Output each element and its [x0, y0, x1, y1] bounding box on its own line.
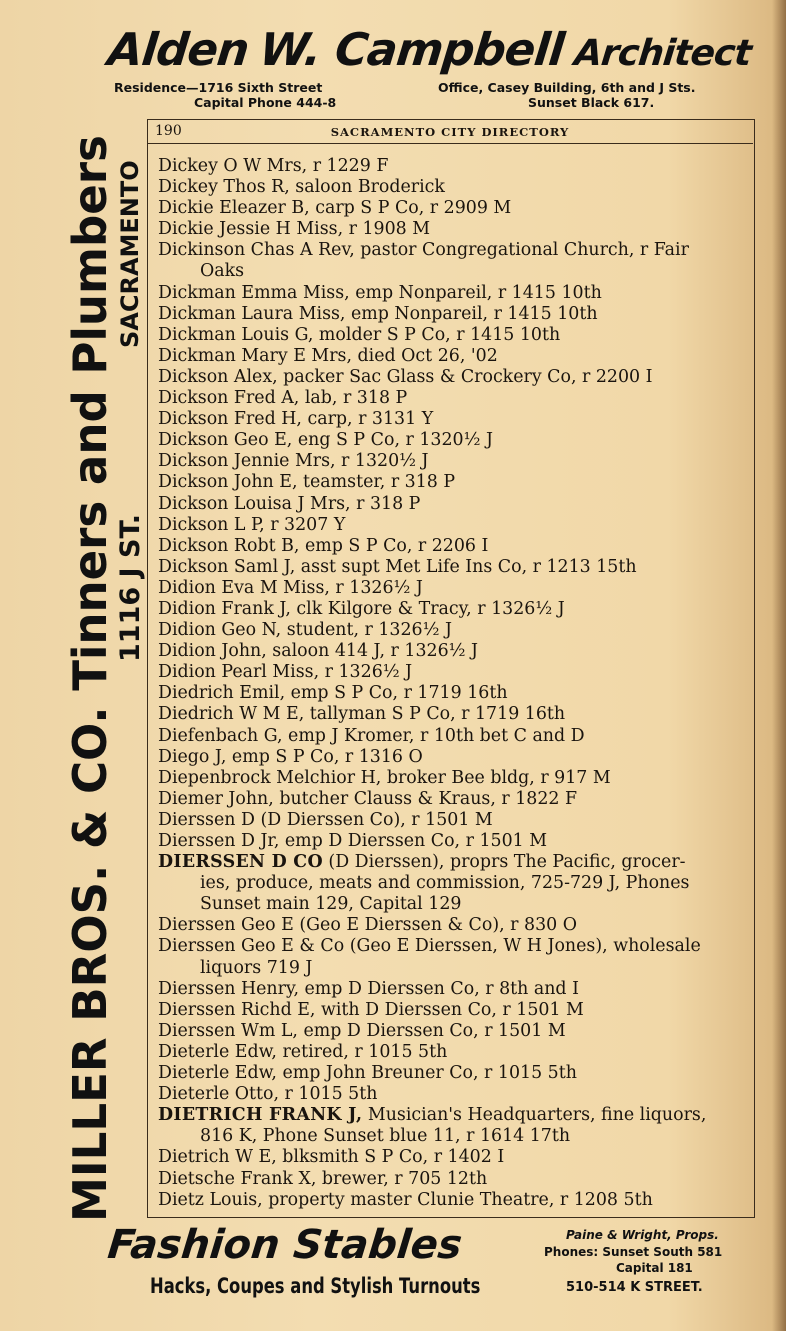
directory-entry	[158, 578, 754, 599]
entry-text: Dickman Emma Miss, emp Nonpareil, r 1415 10th	[158, 282, 602, 303]
entry-continuation: Oaks	[200, 261, 245, 282]
side-ad-company: MILLER BROS. & CO. Tinners and Plumbers	[63, 135, 117, 1222]
directory-entry	[158, 388, 754, 409]
entry-text: Didion Eva M Miss, r 1326½ J	[158, 577, 423, 598]
entry-text: Diedrich Emil, emp S P Co, r 1719 16th	[158, 683, 508, 704]
directory-entry	[158, 789, 754, 810]
bottom-ad-phones: Phones: Sunset South 581	[544, 1245, 723, 1259]
directory-entry	[158, 156, 754, 177]
directory-entry	[158, 936, 754, 957]
entry-text: Dietsche Frank X, brewer, r 705 12th	[158, 1168, 488, 1189]
directory-entry	[158, 768, 754, 789]
entry-continuation: Sunset main 129, Capital 129	[200, 894, 462, 915]
entry-continuation: ies, produce, meats and commission, 725-729 J, Phones	[200, 873, 690, 894]
entry-text: Dierssen Henry, emp D Dierssen Co, r 8th and I	[158, 978, 579, 999]
top-ad-title	[105, 24, 761, 80]
entry-firm-name: DIETRICH FRANK J,	[158, 1105, 363, 1126]
directory-entry	[158, 240, 754, 261]
directory-entry	[158, 346, 754, 367]
directory-entry	[158, 641, 754, 662]
entry-text: Dickman Louis G, molder S P Co, r 1415 10th	[158, 324, 561, 345]
side-ad-city: SACRAMENTO	[116, 160, 144, 348]
entry-text: Dickinson Chas A Rev, pastor Congregational Church, r Fair	[158, 240, 689, 261]
directory-entry	[158, 515, 754, 536]
entry-text: Dickson Louisa J Mrs, r 318 P	[158, 493, 421, 514]
directory-entry	[158, 915, 754, 936]
entry-text: Diefenbach G, emp J Kromer, r 10th bet C and D	[158, 725, 585, 746]
top-ad-office: Office, Casey Building, 6th and J Sts.	[438, 80, 696, 95]
entry-text: Dickson John E, teamster, r 318 P	[158, 472, 456, 493]
directory-entry	[158, 1021, 754, 1042]
page-number: 190	[155, 123, 182, 139]
page-edge-shadow	[772, 0, 786, 1331]
directory-entry	[158, 1042, 754, 1063]
directory-entry	[158, 683, 754, 704]
directory-entry	[158, 557, 754, 578]
top-advertisement	[105, 23, 758, 110]
entry-text: Dierssen D Jr, emp D Dierssen Co, r 1501 M	[158, 831, 548, 851]
running-head	[147, 119, 753, 144]
top-ad-residence-phone: Capital Phone 444-8	[194, 95, 337, 110]
directory-entry	[158, 304, 754, 325]
bottom-ad-title: Fashion Stables	[105, 1222, 465, 1268]
side-ad-address: 1116 J ST.	[115, 513, 146, 662]
entry-text: Dickie Eleazer B, carp S P Co, r 2909 M	[158, 198, 512, 219]
directory-entry	[158, 831, 754, 852]
directory-title: SACRAMENTO CITY DIRECTORY	[330, 125, 570, 139]
entry-text: Diedrich W M E, tallyman S P Co, r 1719 16th	[158, 704, 566, 725]
bottom-ad-subtitle: Hacks, Coupes and Stylish Turnouts	[150, 1274, 481, 1298]
directory-entry	[158, 599, 754, 620]
directory-entry	[158, 451, 754, 472]
directory-entry	[158, 219, 754, 240]
directory-entry	[158, 810, 754, 831]
entry-text: Dieterle Edw, emp John Breuner Co, r 1015 5th	[158, 1063, 577, 1084]
entry-text: Didion Frank J, clk Kilgore & Tracy, r 1326½ J	[158, 598, 565, 619]
directory-entry	[158, 979, 754, 1000]
directory-entry	[158, 1169, 754, 1190]
directory-entry	[158, 1063, 754, 1084]
entry-text: Dietrich W E, blksmith S P Co, r 1402 I	[158, 1147, 505, 1168]
directory-entry	[158, 1190, 754, 1211]
entry-text: Diego J, emp S P Co, r 1316 O	[158, 746, 423, 767]
entry-text: Dierssen Geo E (Geo E Dierssen & Co), r 830 O	[158, 915, 577, 936]
directory-entry	[158, 367, 754, 388]
entry-text: Didion John, saloon 414 J, r 1326½ J	[158, 641, 479, 662]
entry-text: Dickey Thos R, saloon Broderick	[158, 177, 445, 198]
directory-entry	[158, 852, 754, 873]
directory-entry	[158, 409, 754, 430]
entry-text: Dierssen D (D Dierssen Co), r 1501 M	[158, 809, 493, 830]
entry-text: Dickey O W Mrs, r 1229 F	[158, 156, 389, 176]
directory-entry	[158, 1084, 754, 1105]
directory-entry	[158, 726, 754, 747]
entry-text: Didion Geo N, student, r 1326½ J	[158, 620, 452, 641]
bottom-ad-address: 510-514 K STREET.	[566, 1280, 703, 1295]
side-advertisement	[63, 122, 146, 1222]
top-ad-name-last: W. Campbell	[257, 23, 567, 76]
top-ad-name-first: Alden	[105, 23, 252, 76]
entry-text: Dieterle Otto, r 1015 5th	[158, 1084, 378, 1105]
entry-text: Diemer John, butcher Clauss & Kraus, r 1822 F	[158, 788, 578, 809]
entry-text: Dickman Laura Miss, emp Nonpareil, r 1415 10th	[158, 303, 598, 324]
entry-text: Dickson Alex, packer Sac Glass & Crockery Co, r 2200 I	[158, 366, 653, 387]
top-ad-profession: Architect	[572, 33, 753, 74]
entry-text: Dickie Jessie H Miss, r 1908 M	[158, 219, 431, 240]
directory-entry	[158, 494, 754, 515]
directory-entry	[158, 662, 754, 683]
entry-text: Dickson L P, r 3207 Y	[158, 514, 346, 535]
top-ad-office-phone: Sunset Black 617.	[528, 95, 655, 110]
directory-entry	[158, 198, 754, 219]
entry-continuation: liquors 719 J	[200, 957, 313, 978]
directory-entry	[158, 472, 754, 493]
entry-text: Dickman Mary E Mrs, died Oct 26, '02	[158, 345, 498, 366]
directory-entries	[158, 156, 754, 1211]
entry-continuation: 816 K, Phone Sunset blue 11, r 1614 17th	[200, 1126, 571, 1147]
directory-entry	[158, 1000, 754, 1021]
entry-text: Dickson Saml J, asst supt Met Life Ins Co, r 1213 15th	[158, 556, 637, 577]
entry-text: Diepenbrock Melchior H, broker Bee bldg, r 917 M	[158, 767, 611, 788]
directory-entry	[158, 325, 754, 346]
entry-text: Dietz Louis, property master Clunie Theatre, r 1208 5th	[158, 1189, 653, 1210]
entry-text: Dierssen Richd E, with D Dierssen Co, r 1501 M	[158, 999, 584, 1020]
directory-entry	[158, 177, 754, 198]
directory-entry	[158, 430, 754, 451]
directory-entry	[158, 620, 754, 641]
entry-text: Dickson Jennie Mrs, r 1320½ J	[158, 451, 429, 472]
bottom-advertisement	[105, 1222, 758, 1322]
directory-entry	[158, 747, 754, 768]
entry-firm-name: DIERSSEN D CO	[158, 852, 323, 873]
entry-text: Dierssen Geo E & Co (Geo E Dierssen, W H Jones), wholesale	[158, 936, 701, 957]
bottom-ad-proprietors: Paine & Wright, Props.	[566, 1228, 719, 1242]
directory-entry	[158, 704, 754, 725]
bottom-ad-capital: Capital 181	[616, 1261, 693, 1275]
entry-text: Dickson Fred H, carp, r 3131 Y	[158, 409, 434, 430]
directory-entry	[158, 1105, 754, 1126]
entry-text: Didion Pearl Miss, r 1326½ J	[158, 662, 413, 683]
entry-text: Dickson Robt B, emp S P Co, r 2206 I	[158, 535, 489, 556]
entry-text: Dickson Geo E, eng S P Co, r 1320½ J	[158, 430, 493, 451]
entry-text: Dickson Fred A, lab, r 318 P	[158, 388, 408, 409]
directory-entry	[158, 283, 754, 304]
entry-text: (D Dierssen), proprs The Pacific, grocer-	[322, 852, 686, 873]
directory-entry	[158, 536, 754, 557]
directory-entry	[158, 1147, 754, 1168]
entry-text: Musician's Headquarters, fine liquors,	[362, 1105, 707, 1126]
entry-text: Dieterle Edw, retired, r 1015 5th	[158, 1041, 448, 1062]
top-ad-residence: Residence—1716 Sixth Street	[114, 80, 323, 95]
entry-text: Dierssen Wm L, emp D Dierssen Co, r 1501 M	[158, 1020, 566, 1041]
